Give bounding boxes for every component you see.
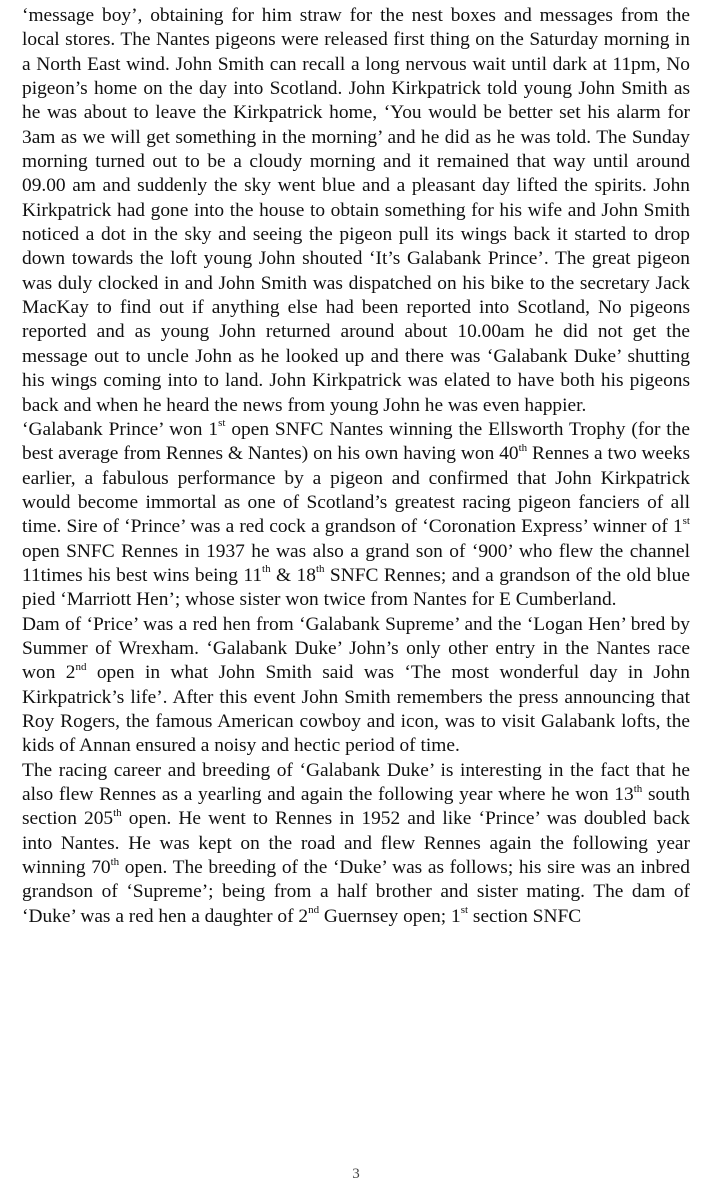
text-run: south section 205 xyxy=(22,784,690,830)
ordinal-suffix: st xyxy=(218,417,226,430)
ordinal-suffix: th xyxy=(113,806,122,819)
text-run: Rennes a two weeks earlier, a fabulous performance by a pigeon and confirmed that John Kirkpatrick would become immortal as one of Scotland’s greatest racing pigeon fanciers of all time. Sire of ‘Prince’ was a red cock a grandson of ‘Coronation Express’ winner of 1 xyxy=(22,443,691,538)
text-run: & 18 xyxy=(270,564,316,586)
ordinal-suffix: st xyxy=(460,904,469,917)
ordinal-suffix: nd xyxy=(75,660,87,673)
ordinal-suffix: th xyxy=(633,782,643,795)
text-run: open. The breeding of the ‘Duke’ was as follows; his sire was an inbred grandson of ‘Supreme’; being from a half brother and sister mating. The dam of ‘Duke’ was a red hen a daughter of 2 xyxy=(22,857,690,927)
text-run: open. He went to Rennes in 1952 and like ‘Prince’ was doubled back into Nantes. He was kept on the road and flew Rennes again the following year winning 70 xyxy=(22,808,690,879)
paragraph-3 xyxy=(22,613,690,759)
text-run: open SNFC Nantes winning the Ellsworth Trophy (for the best average from Rennes & Nantes) on his own having won 40 xyxy=(22,418,690,465)
ordinal-suffix: st xyxy=(682,514,690,527)
paragraph-4 xyxy=(22,759,690,929)
ordinal-suffix: th xyxy=(262,563,271,576)
text-run: The racing career and breeding of ‘Galabank Duke’ is interesting in the fact that he also flew Rennes as a yearling and again the following year where he won 13 xyxy=(22,759,690,805)
document-page xyxy=(22,4,690,929)
ordinal-suffix: nd xyxy=(308,904,320,917)
ordinal-suffix: th xyxy=(518,441,528,454)
page-number: 3 xyxy=(352,1166,360,1182)
text-run: open SNFC Rennes in 1937 he was also a grand son of ‘900’ who flew the channel 11times his best wins being 11 xyxy=(22,540,690,586)
text-run: ‘Galabank Prince’ won 1 xyxy=(22,418,219,440)
paragraph-2 xyxy=(22,418,690,613)
ordinal-suffix: th xyxy=(315,563,325,576)
paragraph-1 xyxy=(22,4,690,418)
text-run: Guernsey open; 1 xyxy=(319,905,461,927)
text-run: ‘message boy’, obtaining for him straw for the nest boxes and messages from the local stores. The Nantes pigeons were released first thing on the Saturday morning in a North East wind. John Smith can recall a long nervous wait until dark at 11pm, No pigeon’s home on the day into Scotland. John Kirkpatrick told young John Smith as he was about to leave the Kirkpatrick home, ‘You would be better set his alarm for 3am as we will get something in the morning’ and he did as he was told. The Sunday morning turned out to be a cloudy morning and it remained that way until around 09.00 am and suddenly the sky went blue and a pleasant day lifted the spirits. John Kirkpatrick had gone into the house to obtain something for his wife and John Smith noticed a dot in the sky and seeing the pigeon pull its wings back it started to drop down towards the loft young John shouted ‘It’s Galabank Prince’. The great pigeon was duly clocked in and John Smith was dispatched on his bike to the secretary Jack MacKay to find out if anything else had been reported into Scotland, No pigeons reported and as young John returned around about 10.00am he did not get the message out to uncle John as he looked up and there was ‘Galabank Duke’ shutting his wings coming into to land. John Kirkpatrick was elated to have both his pigeons back and when he heard the news from young John he was even happier. xyxy=(22,5,690,416)
text-run: section SNFC xyxy=(468,905,582,927)
ordinal-suffix: th xyxy=(110,855,120,868)
text-run: SNFC Rennes; and a grandson of the old blue pied ‘Marriott Hen’; whose sister won twice from Nantes for E Cumberland. xyxy=(22,564,690,611)
text-run: open in what John Smith said was ‘The most wonderful day in John Kirkpatrick’s life’. After this event John Smith remembers the press announcing that Roy Rogers, the famous American cowboy and icon, was to visit Galabank lofts, the kids of Annan ensured a noisy and hectic period of time. xyxy=(22,662,691,757)
text-run: Dam of ‘Price’ was a red hen from ‘Galabank Supreme’ and the ‘Logan Hen’ bred by Summer of Wrexham. ‘Galabank Duke’ John’s only other entry in the Nantes race won 2 xyxy=(22,613,690,684)
